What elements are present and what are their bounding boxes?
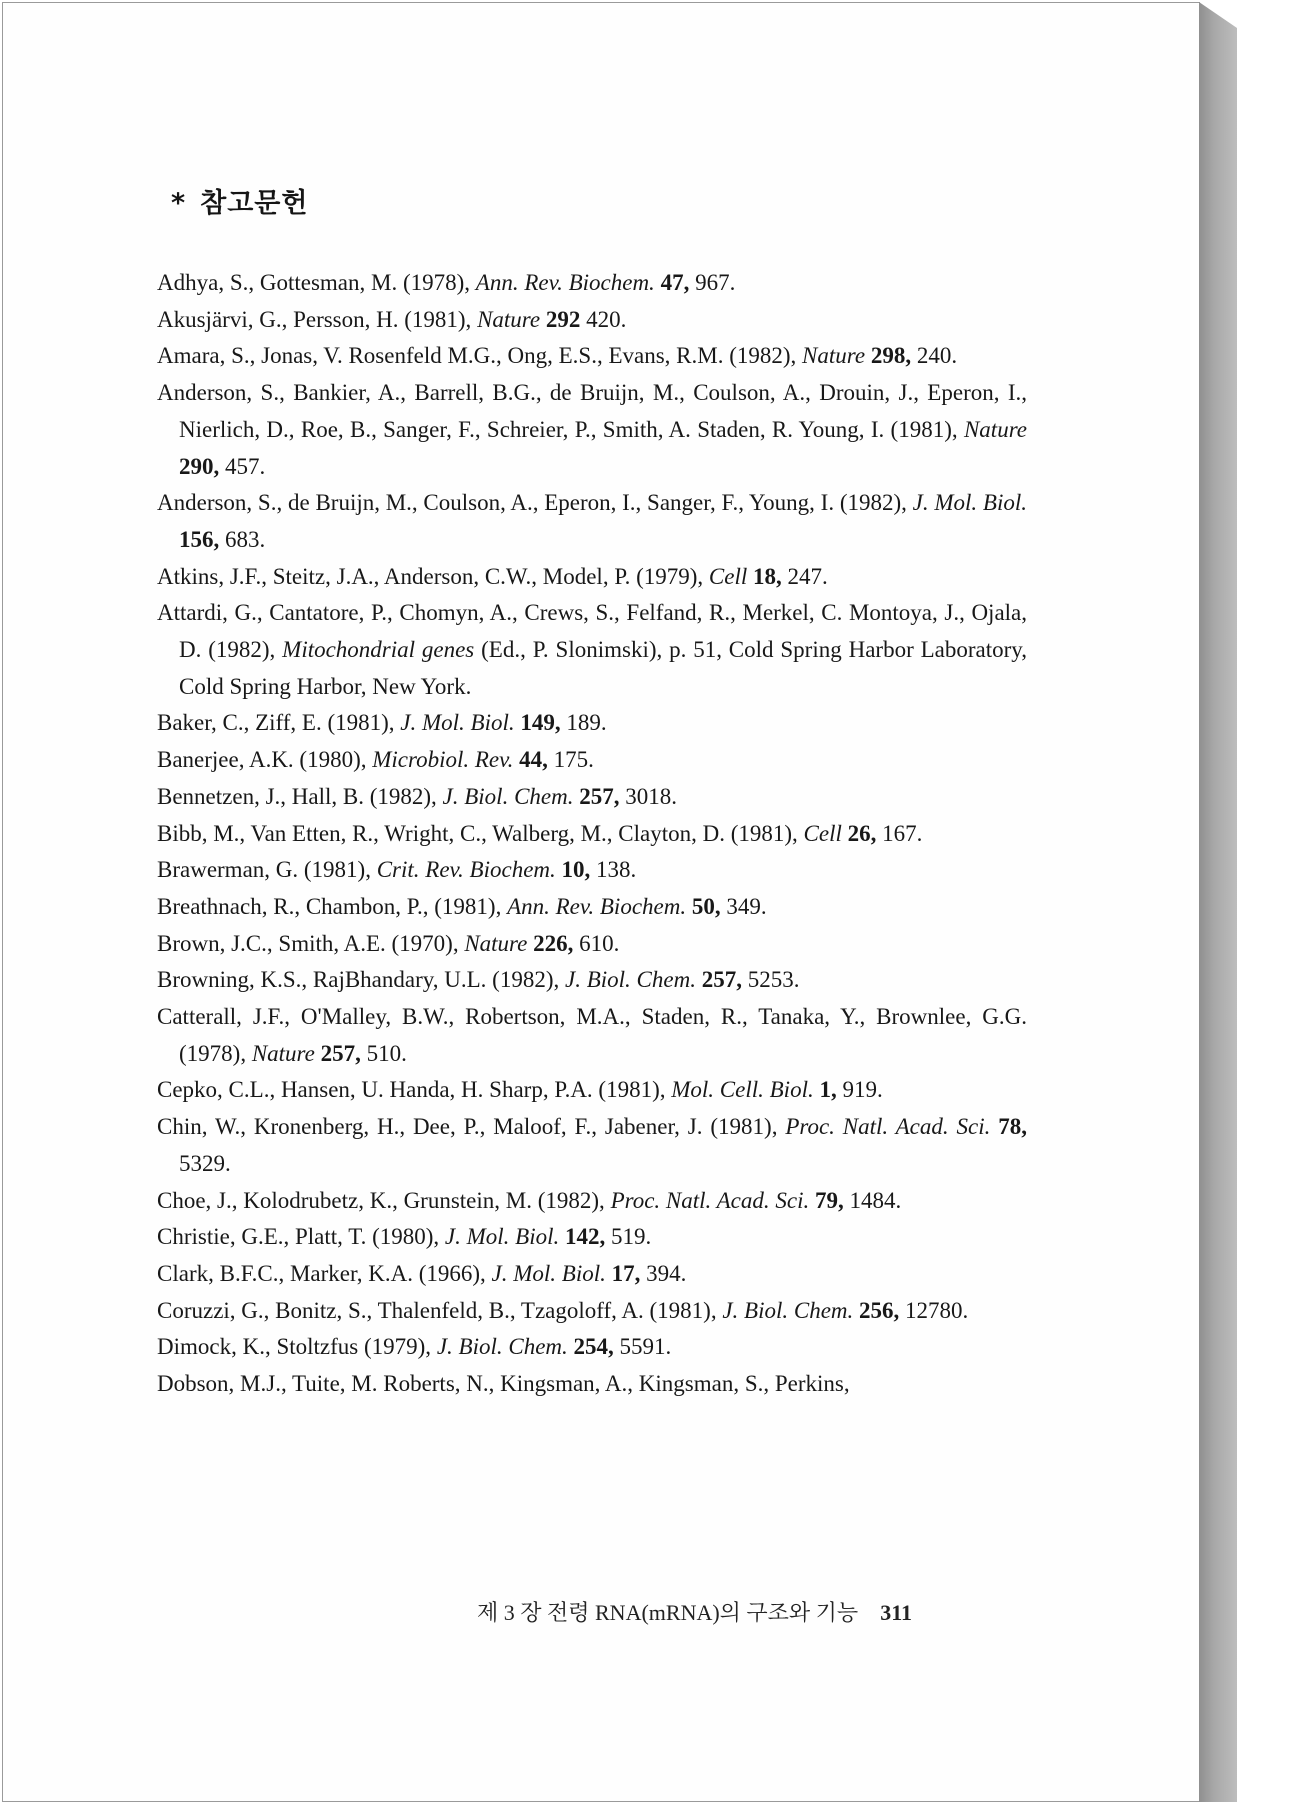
reference-pages: 1484.: [849, 1187, 902, 1213]
reference-pages: 457.: [225, 453, 266, 479]
reference-authors: Anderson, S., Bankier, A., Barrell, B.G., de Bruijn, M., Coulson, A., Drouin, J., Eperon, I., Nierlich, D., Roe, B., Sanger, F., Schreier, P., Smith, A. Staden, R. Young, I. (1981),: [157, 380, 1027, 442]
references-heading: [171, 181, 308, 220]
reference-volume: 149,: [520, 710, 561, 736]
reference-authors: Amara, S., Jonas, V. Rosenfeld M.G., Ong, E.S., Evans, R.M. (1982),: [157, 343, 797, 369]
reference-authors: Choe, J., Kolodrubetz, K., Grunstein, M. (1982),: [157, 1187, 605, 1213]
reference-entry: [157, 559, 1027, 596]
reference-authors: Banerjee, A.K. (1980),: [157, 747, 367, 773]
reference-pages: 610.: [579, 930, 620, 956]
reference-pages: 175.: [553, 747, 594, 773]
reference-journal: J. Biol. Chem.: [565, 967, 696, 993]
reference-authors: Brown, J.C., Smith, A.E. (1970),: [157, 930, 459, 956]
reference-authors: Bennetzen, J., Hall, B. (1982),: [157, 783, 437, 809]
reference-volume: 50,: [691, 893, 721, 919]
reference-entry: [157, 816, 1027, 853]
reference-entry: [157, 1366, 1027, 1403]
reference-volume: 226,: [533, 930, 574, 956]
reference-entry: [157, 265, 1027, 302]
reference-journal: J. Mol. Biol.: [912, 490, 1028, 516]
reference-volume: 292: [545, 306, 581, 332]
reference-entry: [157, 485, 1027, 558]
reference-entry: [157, 1072, 1027, 1109]
reference-authors: Breathnach, R., Chambon, P., (1981),: [157, 893, 502, 919]
reference-journal: J. Biol. Chem.: [442, 783, 574, 809]
reference-journal: Proc. Natl. Acad. Sci.: [785, 1114, 991, 1140]
reference-pages: 138.: [596, 857, 637, 883]
reference-journal: Cell: [803, 820, 842, 846]
reference-entry: [157, 962, 1027, 999]
reference-pages: 167.: [882, 820, 923, 846]
reference-journal: Ann. Rev. Biochem.: [475, 270, 655, 295]
reference-authors: Atkins, J.F., Steitz, J.A., Anderson, C.W., Model, P. (1979),: [157, 563, 704, 589]
reference-journal: Cell: [708, 563, 748, 589]
reference-volume: 17,: [611, 1260, 641, 1286]
reference-pages: 919.: [842, 1077, 883, 1103]
reference-journal: Nature: [464, 930, 528, 956]
reference-authors: Catterall, J.F., O'Malley, B.W., Robertson, M.A., Staden, R., Tanaka, Y., Brownlee, G.G. (1978),: [157, 1004, 1027, 1066]
reference-authors: Clark, B.F.C., Marker, K.A. (1966),: [157, 1260, 486, 1286]
reference-volume: 18,: [752, 563, 782, 589]
reference-volume: 26,: [847, 820, 877, 846]
reference-volume: 298,: [870, 343, 912, 369]
reference-pages: 5329.: [179, 1150, 231, 1176]
reference-entry: [157, 375, 1027, 485]
reference-entry: [157, 1329, 1027, 1366]
reference-authors: Bibb, M., Van Etten, R., Wright, C., Walberg, M., Clayton, D. (1981),: [157, 820, 798, 846]
reference-entry: [157, 595, 1027, 705]
book-page: [2, 2, 1200, 1802]
reference-volume: 257,: [320, 1040, 361, 1066]
reference-volume: 257,: [701, 967, 742, 993]
reference-entry: [157, 1109, 1027, 1182]
reference-volume: 79,: [814, 1187, 844, 1213]
reference-authors: Christie, G.E., Platt, T. (1980),: [157, 1224, 440, 1250]
reference-volume: 142,: [565, 1224, 606, 1250]
reference-volume: 1,: [819, 1077, 837, 1103]
reference-pages: 420.: [586, 306, 627, 332]
page-number: 311: [880, 1600, 912, 1625]
reference-pages: 519.: [611, 1224, 652, 1250]
reference-entry: [157, 889, 1027, 926]
reference-authors: Dimock, K., Stoltzfus (1979),: [157, 1334, 432, 1360]
reference-journal: J. Mol. Biol.: [491, 1260, 606, 1286]
reference-authors: Chin, W., Kronenberg, H., Dee, P., Maloof, F., Jabener, J. (1981),: [157, 1114, 778, 1140]
reference-journal: J. Biol. Chem.: [722, 1297, 854, 1323]
reference-volume: 254,: [573, 1334, 614, 1360]
reference-journal: J. Mol. Biol.: [444, 1224, 560, 1250]
reference-pages: 12780.: [905, 1297, 969, 1323]
reference-journal: Nature: [802, 343, 866, 369]
reference-entry: [157, 852, 1027, 889]
heading-title: 참고문헌: [200, 188, 309, 219]
reference-pages: 394.: [646, 1260, 687, 1286]
reference-authors: Cepko, C.L., Hansen, U. Handa, H. Sharp, P.A. (1981),: [157, 1077, 666, 1103]
reference-authors: Dobson, M.J., Tuite, M. Roberts, N., Kingsman, A., Kingsman, S., Perkins,: [157, 1371, 850, 1397]
reference-journal: Nature: [963, 416, 1028, 442]
reference-journal: J. Mol. Biol.: [400, 710, 515, 736]
reference-volume: 10,: [561, 857, 591, 883]
reference-pages: 510.: [366, 1040, 407, 1066]
reference-authors: Adhya, S., Gottesman, M. (1978),: [157, 270, 471, 295]
reference-authors: Brawerman, G. (1981),: [157, 857, 371, 883]
reference-pages: 3018.: [625, 783, 677, 809]
reference-entry: [157, 779, 1027, 816]
reference-journal: Mitochondrial genes: [282, 637, 475, 663]
reference-authors: Anderson, S., de Bruijn, M., Coulson, A., Eperon, I., Sanger, F., Young, I. (1982),: [157, 490, 907, 516]
reference-pages: (Ed., P. Slonimski), p. 51, Cold Spring Harbor Laboratory, Cold Spring Harbor, New York.: [179, 637, 1028, 699]
reference-entry: [157, 338, 1027, 375]
asterisk-icon: *: [171, 188, 187, 219]
reference-pages: 247.: [787, 563, 828, 589]
book-spine: [1199, 2, 1237, 1802]
reference-volume: 290,: [179, 453, 220, 479]
reference-journal: Nature: [251, 1040, 315, 1066]
reference-entry: [157, 1183, 1027, 1220]
reference-pages: 967.: [695, 270, 736, 295]
reference-journal: Microbiol. Rev.: [372, 747, 514, 773]
chapter-title: 제 3 장 전령 RNA(mRNA)의 구조와 기능: [477, 1600, 859, 1625]
reference-list: [157, 265, 1027, 1403]
reference-pages: 683.: [225, 526, 266, 552]
reference-volume: 78,: [998, 1114, 1027, 1140]
reference-entry: [157, 1256, 1027, 1293]
reference-journal: Ann. Rev. Biochem.: [507, 893, 687, 919]
reference-volume: 44,: [519, 747, 548, 773]
reference-entry: [157, 742, 1027, 779]
reference-authors: Browning, K.S., RajBhandary, U.L. (1982),: [157, 967, 560, 993]
reference-volume: 257,: [579, 783, 620, 809]
reference-entry: [157, 999, 1027, 1072]
reference-volume: 47,: [660, 270, 690, 295]
reference-entry: [157, 1293, 1027, 1330]
page-footer: [477, 1596, 912, 1627]
reference-pages: 240.: [916, 343, 958, 369]
reference-journal: Nature: [477, 306, 541, 332]
reference-authors: Coruzzi, G., Bonitz, S., Thalenfeld, B., Tzagoloff, A. (1981),: [157, 1297, 717, 1323]
reference-authors: Akusjärvi, G., Persson, H. (1981),: [157, 306, 472, 332]
reference-journal: Proc. Natl. Acad. Sci.: [610, 1187, 810, 1213]
reference-volume: 256,: [859, 1297, 900, 1323]
reference-journal: J. Biol. Chem.: [436, 1334, 568, 1360]
reference-authors: Attardi, G., Cantatore, P., Chomyn, A., Crews, S., Felfand, R., Merkel, C. Montoya, J., Ojala, D. (1982),: [157, 600, 1027, 663]
reference-volume: 156,: [179, 526, 220, 552]
reference-entry: [157, 926, 1027, 963]
reference-pages: 349.: [726, 893, 767, 919]
reference-entry: [157, 302, 1027, 339]
reference-journal: Crit. Rev. Biochem.: [376, 857, 556, 883]
reference-authors: Baker, C., Ziff, E. (1981),: [157, 710, 395, 736]
reference-pages: 5591.: [619, 1334, 672, 1360]
reference-pages: 5253.: [747, 967, 800, 993]
reference-journal: Mol. Cell. Biol.: [671, 1077, 814, 1103]
reference-entry: [157, 705, 1027, 742]
reference-pages: 189.: [566, 710, 607, 736]
reference-entry: [157, 1219, 1027, 1256]
